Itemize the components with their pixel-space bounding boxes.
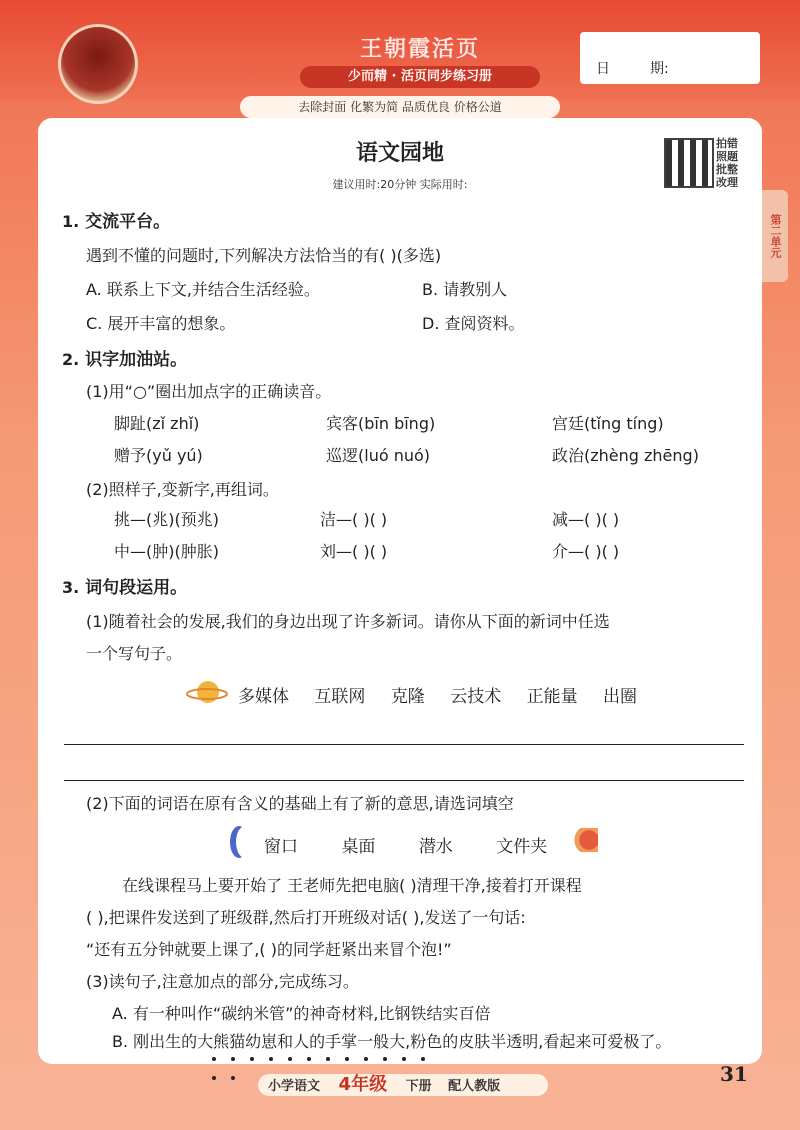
page-title: 语文园地 (355, 141, 444, 166)
sentence-a: A. 有一种叫作“碳纳米管”的神奇材料,比钢铁结实百倍 (112, 1004, 491, 1023)
date-label-2: 期: (650, 61, 669, 77)
q3-sub1-line2: 一个写句子。 (86, 644, 183, 663)
q3-sub1-line1: (1)随着社会的发展,我们的身边出现了许多新词。请你从下面的新词中任选 (86, 612, 610, 631)
series-title: 王朝霞活页 (359, 37, 480, 62)
new-word: 云技术 (450, 687, 502, 707)
moon-icon (236, 826, 254, 858)
q1-heading: 1. 交流平台。 (62, 212, 171, 232)
word-choice: 桌面 (341, 837, 376, 857)
q1-option-c: C. 展开丰富的想象。 (86, 314, 236, 333)
date-label: 日 (596, 61, 610, 77)
sentence-b: B. 刚出生的大熊猫幼崽和人的手掌一般大,粉色的皮肤半透明,看起来可爱极了。 (112, 1032, 672, 1051)
pinyin-item: 赠予(yǔ yú) (114, 446, 203, 465)
slogan-bar: 去除封面 化繁为简 品质优良 价格公道 (240, 96, 560, 118)
time-hint: 建议用时:20分钟 实际用时: (332, 178, 468, 191)
char-blank[interactable]: 刘—( )( ) (320, 542, 388, 561)
new-word: 互联网 (314, 687, 366, 707)
emphasis-dots (212, 1046, 442, 1052)
pinyin-item: 巡逻(luó nuó) (326, 446, 431, 465)
new-word: 出圈 (603, 687, 638, 707)
q1-prompt: 遇到不懂的问题时,下列解决方法恰当的有( )(多选) (86, 246, 442, 265)
footer-term: 下册 (405, 1079, 432, 1094)
char-blank[interactable]: 介—( )( ) (552, 542, 620, 561)
brand-logo (58, 24, 138, 104)
rocket-icon (568, 828, 598, 852)
unit-side-tab: 第二单元 (762, 190, 788, 282)
fill-paragraph-line2[interactable]: ( ),把课件发送到了班级群,然后打开班级对话( ),发送了一句话: (86, 908, 526, 927)
fill-paragraph-line3[interactable]: “还有五分钟就要上课了,( )的同学赶紧出来冒个泡!” (86, 940, 452, 959)
word-choice: 窗口 (264, 837, 298, 857)
planet-icon (186, 678, 228, 706)
q1-option-b: B. 请教别人 (422, 280, 508, 299)
q3-sub3: (3)读句子,注意加点的部分,完成练习。 (86, 972, 359, 991)
qr-code-icon (664, 138, 714, 188)
footer-edition: 配人教版 (448, 1079, 501, 1094)
pinyin-item: 宫廷(tǐng tíng) (552, 414, 664, 433)
q2-sub2: (2)照样子,变新字,再组词。 (86, 480, 279, 499)
pinyin-item: 宾客(bīn bīng) (326, 414, 436, 433)
q2-heading: 2. 识字加油站。 (62, 350, 188, 370)
answer-line[interactable] (64, 780, 744, 781)
char-blank[interactable]: 洁—( )( ) (320, 510, 388, 529)
pinyin-item: 政治(zhèng zhēng) (552, 446, 699, 465)
pinyin-item: 脚趾(zǐ zhǐ) (114, 414, 200, 433)
word-choice-list (264, 832, 585, 857)
char-example: 中—(肿)(肿胀) (114, 542, 219, 561)
page-number: 31 (720, 1062, 748, 1086)
char-blank[interactable]: 减—( )( ) (552, 510, 620, 529)
new-word: 多媒体 (238, 687, 289, 707)
footer-subject: 小学语文 (268, 1079, 321, 1094)
q3-sub2: (2)下面的词语在原有含义的基础上有了新的意思,请选词填空 (86, 794, 514, 813)
footer-bar (258, 1074, 548, 1096)
q1-option-d: D. 查阅资料。 (422, 314, 525, 333)
new-words-list (238, 682, 657, 707)
series-subtitle: 少而精 · 活页同步练习册 (300, 66, 540, 88)
char-example: 挑—(兆)(预兆) (114, 510, 219, 529)
word-choice: 文件夹 (496, 837, 548, 857)
answer-line[interactable] (64, 744, 744, 745)
word-choice: 潜水 (418, 837, 453, 857)
q1-option-a: A. 联系上下文,并结合生活经验。 (86, 280, 320, 299)
footer-grade: 4年级 (338, 1074, 388, 1095)
q2-sub1: (1)用“○”圈出加点字的正确读音。 (86, 382, 332, 401)
new-word: 正能量 (526, 687, 578, 707)
fill-paragraph-line1[interactable]: 在线课程马上要开始了 王老师先把电脑( )清理干净,接着打开课程 (122, 876, 582, 895)
qr-caption: 拍错 照题 批整 改理 (716, 137, 738, 189)
q3-heading: 3. 词句段运用。 (62, 578, 188, 598)
new-word: 克隆 (390, 687, 425, 707)
